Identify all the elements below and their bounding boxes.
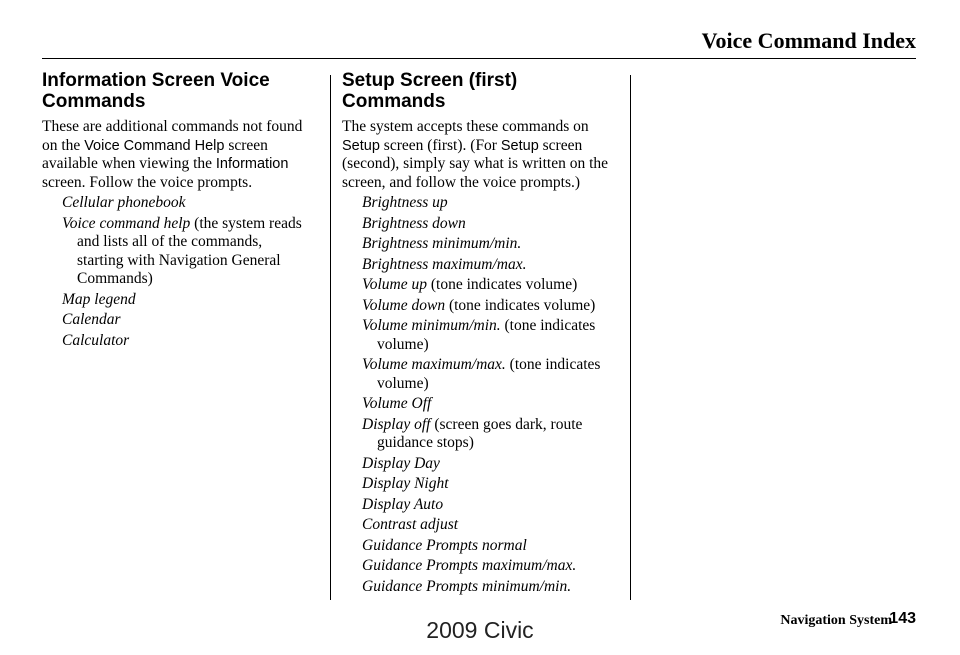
ui-term: Setup: [342, 137, 380, 154]
command-item: [362, 194, 624, 213]
command-item: [362, 557, 624, 576]
command-note: (tone indicates volume): [377, 356, 601, 392]
command-item: [362, 416, 624, 453]
command-name: Cellular phonebook: [62, 194, 186, 211]
command-name: Volume minimum/min.: [362, 317, 501, 334]
command-item: [62, 194, 312, 213]
command-note: (the system reads and lists all of the commands, starting with Navigation General Commands): [77, 214, 302, 287]
command-item: [362, 215, 624, 234]
command-item: [62, 332, 312, 351]
command-list: [62, 194, 312, 350]
command-name: Brightness down: [362, 214, 466, 232]
column-divider-right: [630, 75, 631, 600]
command-item: [362, 256, 624, 275]
intro-text: screen (second), simply say what is written on the screen, and follow the voice prompts.): [342, 136, 609, 191]
intro-text: screen (first). (For: [379, 136, 501, 154]
command-item: [62, 291, 312, 310]
command-item: [62, 215, 312, 289]
command-name: Volume up: [362, 276, 428, 293]
command-item: [362, 496, 624, 515]
command-name: Display Auto: [362, 495, 444, 513]
page-header-title: Voice Command Index: [701, 28, 916, 53]
command-name: Display off: [362, 415, 431, 433]
information-screen-section: [42, 70, 312, 350]
command-note: (tone indicates volume): [427, 276, 578, 293]
command-name: Brightness up: [362, 194, 448, 211]
command-name: Calculator: [62, 331, 130, 349]
section-title: Information Screen Voice Commands: [42, 70, 270, 112]
command-name: Contrast adjust: [362, 516, 459, 533]
command-note: (tone indicates volume): [377, 317, 596, 353]
section-intro: [42, 118, 312, 192]
command-list: [362, 194, 624, 596]
setup-screen-section: [342, 70, 624, 596]
ui-term: Information: [215, 156, 289, 172]
command-name: Volume maximum/max.: [362, 356, 506, 373]
command-name: Calendar: [62, 311, 121, 328]
command-note: (tone indicates volume): [445, 296, 596, 314]
command-item: [362, 537, 624, 556]
intro-text: These are additional commands not found on the: [42, 118, 303, 154]
command-name: Guidance Prompts normal: [362, 536, 527, 554]
command-item: [362, 578, 624, 597]
section-title: Setup Screen (first) Commands: [342, 70, 518, 112]
command-name: Guidance Prompts minimum/min.: [362, 577, 572, 595]
command-name: Brightness minimum/min.: [362, 235, 522, 252]
section-intro: [342, 118, 624, 192]
command-item: [62, 311, 312, 330]
command-item: [362, 297, 624, 316]
intro-text: screen available when viewing the: [42, 136, 268, 172]
command-item: [362, 516, 624, 535]
ui-term: Setup: [500, 137, 539, 154]
command-name: Guidance Prompts maximum/max.: [362, 557, 577, 574]
command-item: [362, 356, 624, 393]
command-item: [362, 455, 624, 474]
intro-text: screen. Follow the voice prompts.: [42, 173, 253, 191]
column-divider-left: [330, 75, 331, 600]
command-item: [362, 317, 624, 354]
ui-term: Voice Command Help: [84, 137, 225, 154]
command-name: Display Day: [362, 454, 440, 472]
command-name: Volume down: [362, 296, 446, 314]
command-item: [362, 475, 624, 494]
command-item: [362, 395, 624, 414]
page-number: 143: [889, 610, 916, 627]
footer-label: Navigation System: [780, 613, 892, 628]
command-name: Volume Off: [362, 395, 432, 412]
command-item: [362, 235, 624, 254]
command-item: [362, 276, 624, 295]
command-name: Display Night: [362, 475, 449, 492]
watermark: 2009 Civic: [426, 617, 534, 643]
command-name: Brightness maximum/max.: [362, 255, 527, 273]
intro-text: The system accepts these commands on: [342, 118, 589, 135]
header-rule: [42, 58, 916, 59]
command-name: Voice command help: [62, 214, 191, 232]
command-name: Map legend: [62, 290, 136, 308]
command-note: (screen goes dark, route guidance stops): [377, 415, 583, 451]
